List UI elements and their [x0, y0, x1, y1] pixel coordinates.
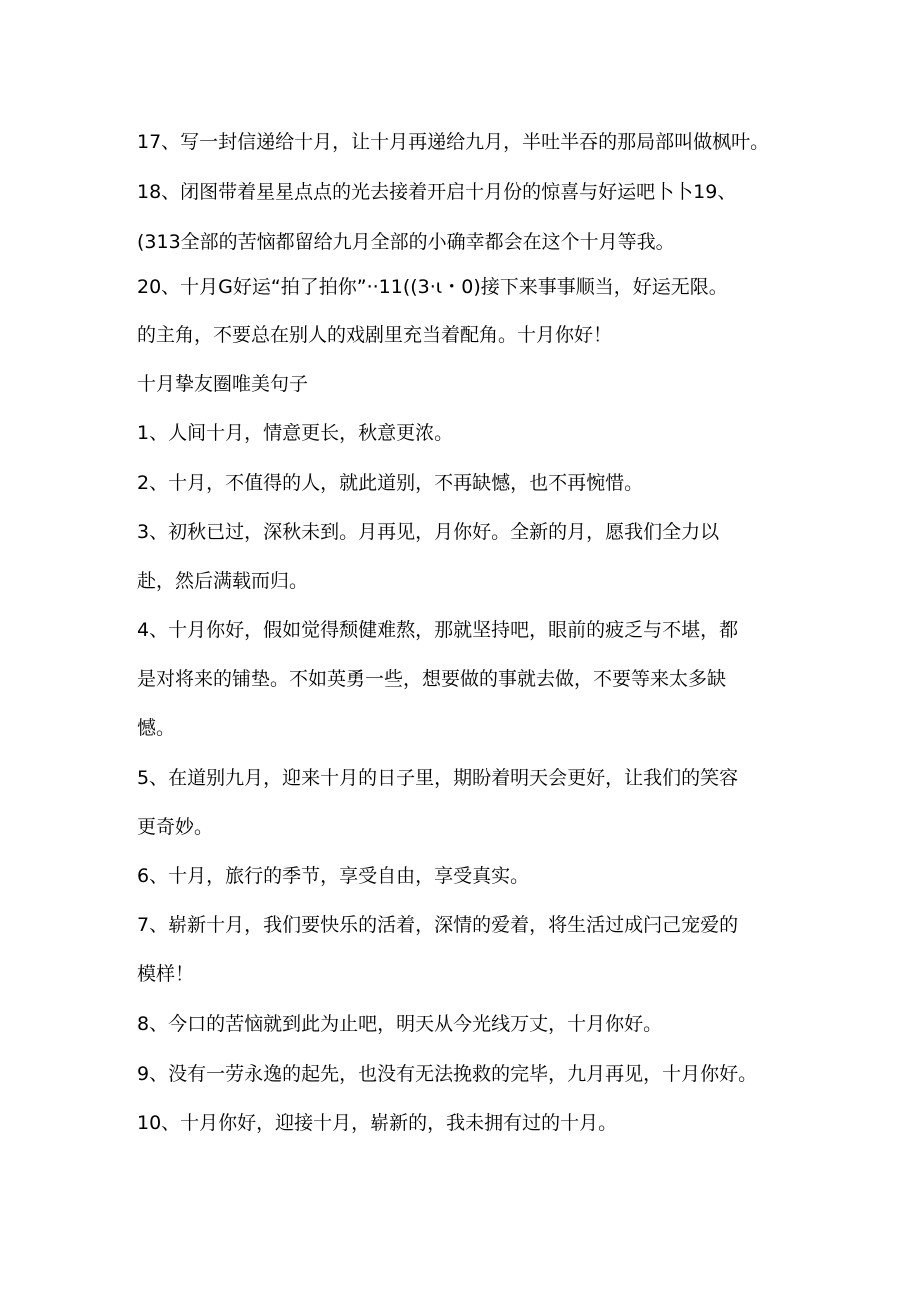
- text-line: 1、人间十月，情意更长，秋意更浓。: [137, 422, 454, 444]
- section-heading: 十月挚友圈唯美句子: [137, 373, 309, 395]
- text-line: 7、崭新十月，我们要快乐的活着，深情的爱着，将生活过成闩己宠爱的: [137, 914, 739, 936]
- text-line: 6、十月，旅行的季节，享受自由，享受真实。: [137, 865, 530, 887]
- text-line: 10、十月你好，迎接十月，崭新的，我未拥有过的十月。: [137, 1112, 618, 1134]
- text-line: 更奇妙。: [137, 816, 214, 838]
- text-line: 3、初秋已过，深秋未到。月再见，月你好。全新的月，愿我们全力以: [137, 521, 720, 543]
- text-line: 是对将来的铺垫。不如英勇一些，想要做的事就去做，不要等来太多缺: [137, 668, 727, 690]
- text-line: 18、闭图带着星星点点的光去接着开启十月份的惊喜与好运吧卜卜19、: [137, 181, 737, 203]
- text-line: 憾。: [137, 717, 176, 739]
- text-line: 2、十月，不值得的人，就此道别，不再缺憾，也不再惋惜。: [137, 472, 644, 494]
- text-line: 4、十月你好，假如觉得颓健难熬，那就坚持吧，眼前的疲乏与不堪，都: [137, 619, 739, 641]
- text-line: (313全部的苦恼都留给九月全部的小确幸都会在这个十月等我。: [137, 231, 675, 253]
- text-line: 赴，然后满载而归。: [137, 570, 309, 592]
- text-line: 5、在道别九月，迎来十月的日子里，期盼着明天会更好，让我们的笑容: [137, 767, 739, 789]
- text-line: 20、十月G好运“拍了拍你”··11((3·ι・0)接下来事事顺当，好运无限。: [137, 276, 728, 298]
- text-line: 的主角，不要总在别人的戏剧里充当着配角。十月你好！: [137, 324, 613, 346]
- text-line: 模样！: [137, 963, 195, 985]
- text-line: 9、没有一劳永逸的起先，也没有无法挽救的完毕，九月再见，十月你好。: [137, 1063, 758, 1085]
- text-line: 8、今口的苦恼就到此为止吧，明天从今光线万丈，十月你好。: [137, 1013, 663, 1035]
- text-line: 17、写一封信递给十月，让十月再递给九月，半吐半吞的那局部叫做枫叶。: [137, 131, 770, 153]
